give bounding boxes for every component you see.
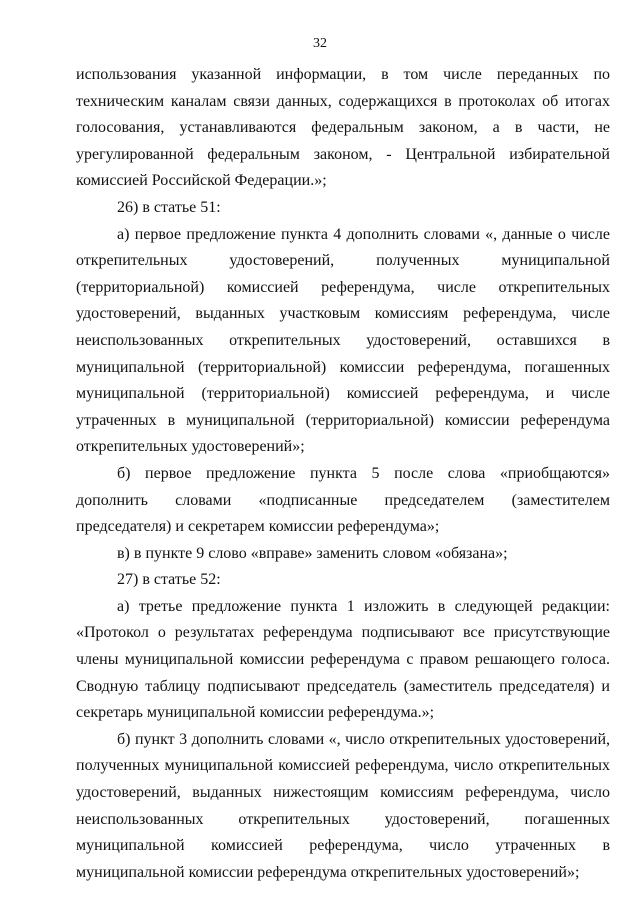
paragraph-continuation: использования указанной информации, в том числе переданных по техническим каналам связи данных, содержащихся в протоколах об итогах голосования, устанавливаются федеральным законом, а в части, не урегулированной федеральным законом, - Центральной избирательной комиссией Российской Федерации.»; (76, 66, 610, 190)
page-number: 32 (313, 36, 327, 51)
paragraph-item-27-a: а) третье предложение пункта 1 изложить в следующей редакции: «Протокол о результатах референдума подписывают все присутствующие члены муниципальной комиссии референдума с правом решающего голоса. Сводную таблицу подписывают председатель (заместитель председателя) и секретарь муниципальной комиссии референдума.»; (76, 597, 610, 722)
paragraph-item-26: 26) в статье 51: (117, 198, 221, 216)
paragraph-item-27-b: б) пункт 3 дополнить словами «, число открепительных удостоверений, полученных муниципальной комиссией референдума, число открепительных удостоверений, выданных нижестоящим комиссиям референдума, число неиспользованных открепительных удостоверений, погашенных муниципальной комиссией референдума, число утраченных в муниципальной комиссии референдума открепительных удостоверений»; (76, 730, 610, 881)
paragraph-item-26-a: а) первое предложение пункта 4 дополнить словами «, данные о числе открепительных удостоверений, полученных муниципальной (территориальной) комиссией референдума, числе открепительных удостоверений, выданных участковым комиссиям референдума, числе неиспользованных открепительных удостоверений, оставшихся в муниципальной (территориальной) комиссии референдума, погашенных муниципальной (территориальной) комиссией референдума, и числе утраченных в муниципальной (территориальной) комиссии референдума открепительных удостоверений»; (76, 225, 610, 456)
document-body (76, 62, 610, 886)
paragraph-item-26-v: в) в пункте 9 слово «вправе» заменить словом «обязана»; (117, 544, 508, 562)
paragraph-item-27: 27) в статье 52: (117, 571, 221, 589)
paragraph-item-26-b: б) первое предложение пункта 5 после слова «приобщаются» дополнить словами «подписанные председателем (заместителем председателя) и секретарем комиссии референдума»; (76, 464, 610, 536)
